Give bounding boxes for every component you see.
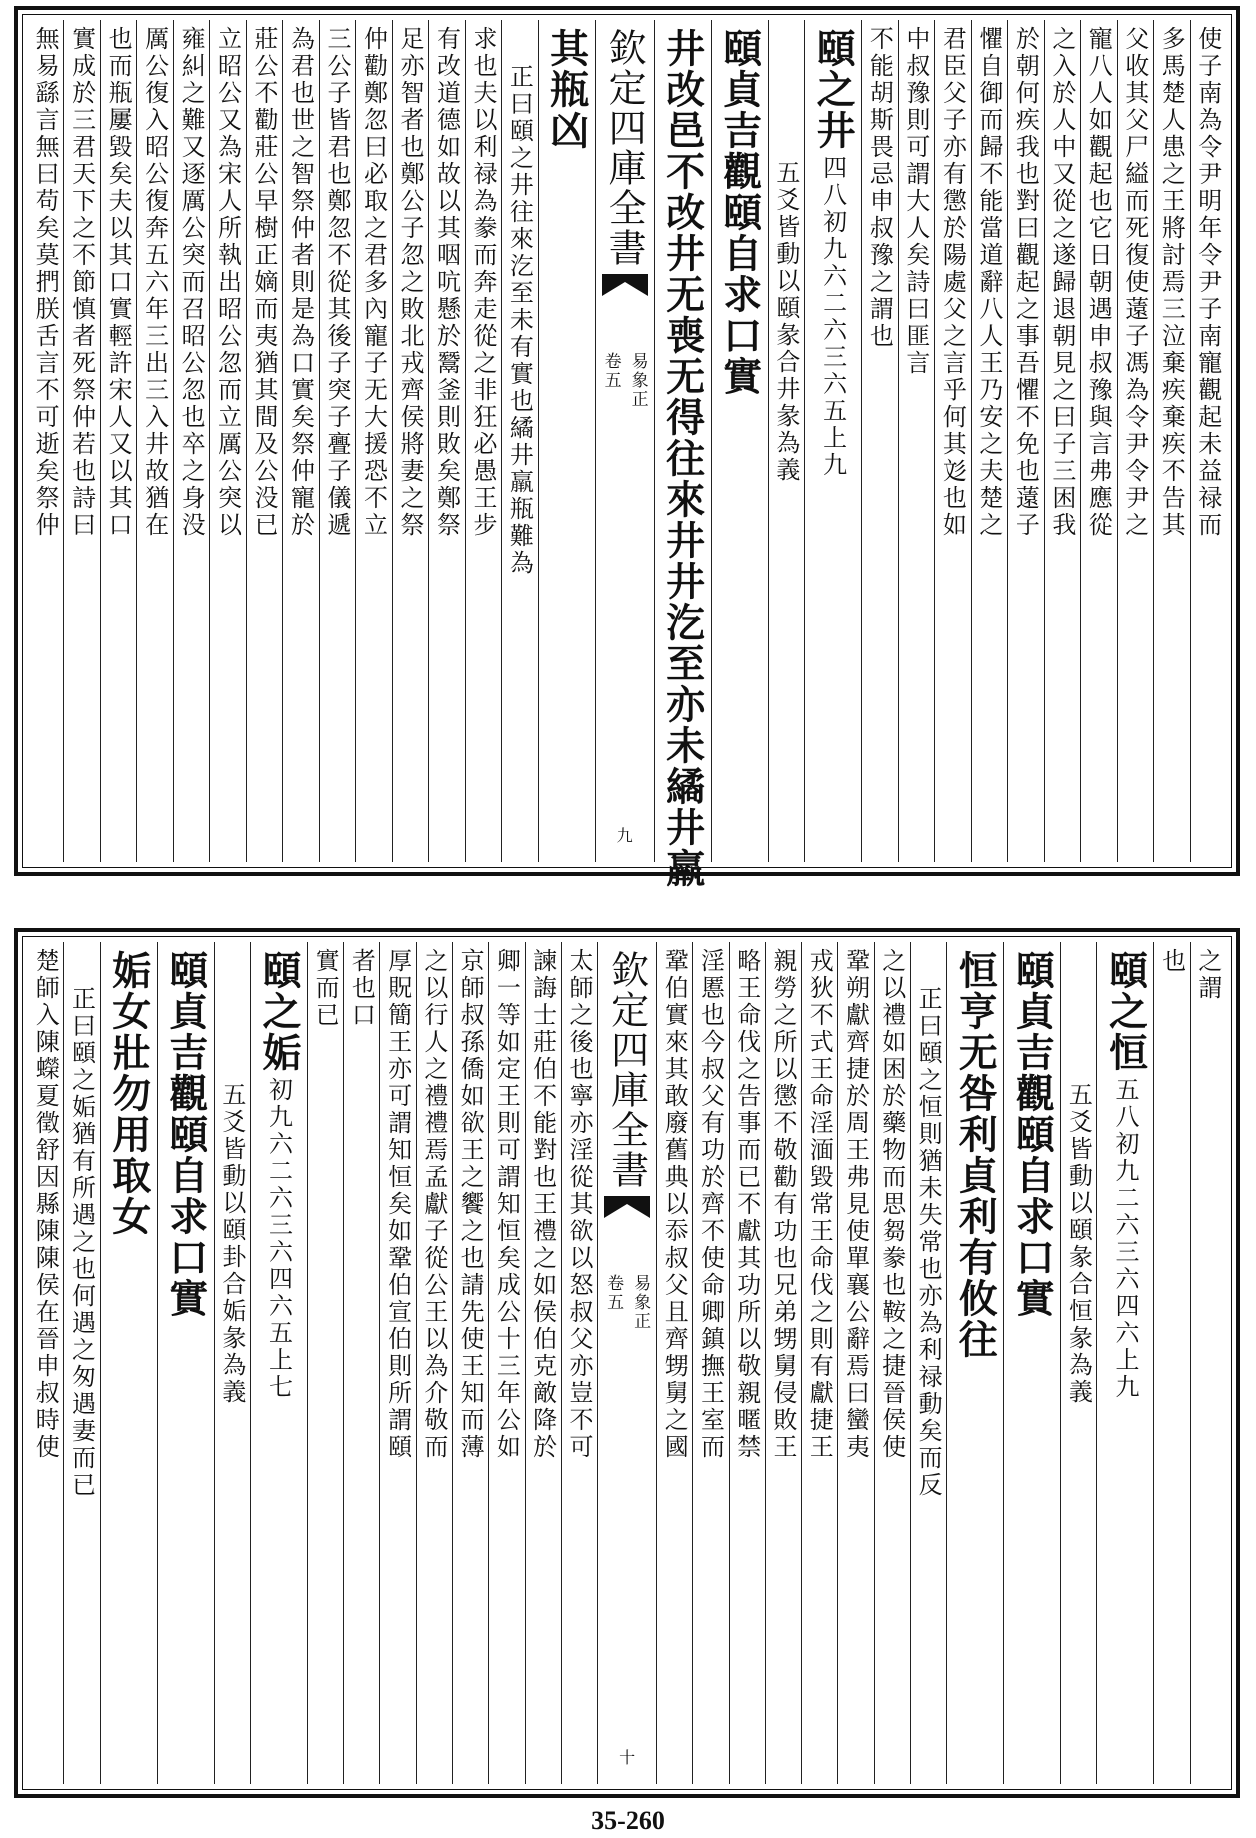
commentary-text: 之入於人中又從之遂歸退朝見之曰子三困我: [1047, 26, 1076, 539]
folio-number: 十: [619, 1748, 636, 1767]
hexagram-line-group: [1097, 942, 1153, 1784]
text-column: [525, 942, 561, 1784]
text-column: [538, 20, 595, 862]
volume-label: 卷五: [603, 1274, 624, 1312]
main-text: 恒亨无咎利貞利有攸往: [952, 950, 999, 1360]
commentary-text: 親勞之所以懲不敬勸有功也兄弟甥舅侵敗王: [769, 948, 797, 1461]
text-column: [100, 942, 157, 1784]
spine-column: [595, 20, 654, 862]
hexagram-heading: 頤之恒: [1102, 950, 1149, 1073]
page-number: 35-260: [591, 1806, 665, 1835]
commentary-text: 寵八人如觀起也它日朝遇申叔豫與言弗應從: [1084, 26, 1113, 539]
commentary-text: 仲勸鄭忽曰必取之君多內寵子无大援恐不立: [359, 26, 388, 539]
spine-book-info: [600, 1274, 654, 1331]
commentary-text: 太師之後也寧亦淫從其欲以怒叔父亦豈不可: [564, 948, 593, 1461]
text-column: [765, 942, 801, 1784]
text-column: [861, 20, 897, 862]
commentary-text: 卿一等如定王則可謂知恒矣成公十三年公如: [492, 948, 521, 1461]
fishtail-ornament-icon: [604, 1196, 650, 1218]
text-column: [63, 20, 99, 862]
hexagram-heading: 頤之井: [810, 28, 857, 151]
text-column: [214, 942, 250, 1784]
text-column: [1080, 20, 1116, 862]
text-column: [654, 20, 711, 889]
text-column: [934, 20, 970, 862]
text-column: [307, 942, 343, 1784]
text-column: [355, 20, 391, 862]
commentary-text: 三公子皆君也鄭忽不從其後子突子亹子儀遞: [323, 26, 351, 539]
text-column: [1044, 20, 1080, 862]
commentary-text: 無易繇言無曰苟矣莫捫朕舌言不可逝矣祭仲: [31, 26, 60, 539]
text-column: [1190, 20, 1226, 862]
lower-page: [14, 928, 1240, 1798]
spine-title: 欽定四庫全書: [602, 28, 647, 268]
text-column: [1007, 20, 1043, 862]
commentary-text: 使子南為令尹明年令尹子南寵觀起未益禄而: [1193, 26, 1222, 539]
commentary-text: 為君也世之智祭仲者則是為口實矣祭仲寵於: [286, 26, 315, 539]
text-column: [1153, 942, 1189, 1784]
spine-column: [597, 942, 656, 1784]
text-column: [910, 942, 946, 1784]
commentary-text: 略王命伐之告事而已不獻其功所以敬親暱禁: [732, 948, 761, 1461]
lower-page-columns: [28, 942, 1226, 1784]
spine-book-info: [598, 352, 652, 409]
text-column: [801, 942, 837, 1784]
commentary-text: 中叔豫則可謂大人矣詩曰匪言: [901, 26, 930, 377]
fishtail-ornament-icon: [602, 274, 648, 296]
commentary-text: 求也夫以利禄為豢而奔走從之非狂必愚王步: [468, 26, 497, 539]
folio-number: 九: [616, 826, 633, 845]
upper-page-columns: [28, 20, 1226, 889]
commentary-text: 楚師入陳蠑夏徵舒因縣陳陳侯在晉申叔時使: [31, 948, 60, 1461]
text-column: [1153, 20, 1189, 862]
text-column: [837, 942, 873, 1784]
commentary-text: 莊公不勸莊公早樹正嫡而夷猶其間及公没已: [250, 26, 279, 539]
text-column: [319, 20, 355, 862]
text-column: [428, 20, 464, 862]
text-column: [692, 942, 728, 1784]
volume-label: 卷五: [600, 352, 621, 390]
commentary-text: 多馬楚人患之王將討焉三泣棄疾棄疾不告其: [1157, 26, 1186, 539]
commentary-text: 戎狄不式王命淫湎毀常王命伐之則有獻捷王: [805, 948, 834, 1461]
hexagram-heading: 頤之姤: [255, 950, 302, 1073]
commentary-text: 淫慝也今叔父有功於齊不使命卿鎮撫王室而: [696, 948, 725, 1461]
text-column: [209, 20, 245, 862]
commentary-text: 之以行人之禮禮焉孟獻子從公王以為介敬而: [419, 948, 448, 1461]
commentary-text: 厲公復入昭公復奔五六年三出三入井故猶在: [140, 26, 169, 539]
text-column: [729, 942, 765, 1784]
commentary-text: 懼自御而歸不能當道辭八人王乃安之夫楚之: [974, 26, 1003, 539]
hexagram-line-group: [251, 942, 307, 1784]
main-text: 頤貞吉觀頤自求口實: [162, 950, 209, 1319]
commentary-text: 不能胡斯畏忌申叔豫之謂也: [865, 26, 894, 350]
text-column: [1117, 20, 1153, 862]
hexagram-line-group: [805, 20, 861, 862]
commentary-text: 雍糾之難又逐厲公突而召昭公忽也卒之身没: [177, 26, 206, 539]
main-text: 井改邑不改井无喪无得往來井井汔至亦未繘井羸: [659, 28, 706, 889]
commentary-text: 也而瓶屢毀矣夫以其口實輕許宋人又以其口: [104, 26, 133, 539]
text-column: [452, 942, 488, 1784]
hexagram-line-group: [215, 942, 250, 1784]
commentary-text: 足亦智者也鄭公子忽之敗北戎齊侯將妻之祭: [395, 26, 424, 539]
book-title: 易象正: [627, 352, 648, 409]
commentary-text: 者也口: [347, 948, 376, 1029]
text-column: [157, 942, 214, 1784]
commentary-text: 諫誨士莊伯不能對也王禮之如侯伯克敵降於: [528, 948, 557, 1461]
text-column: [343, 942, 379, 1784]
text-column: [768, 20, 804, 862]
hexagram-line-note: 五爻皆動以頤卦合姤彖為義: [217, 1082, 246, 1406]
text-column: [465, 20, 501, 862]
commentary-text: 厚貺簡王亦可謂知恒矣如鞏伯宣伯則所謂頤: [383, 948, 412, 1461]
main-text: 姤女壯勿用取女: [105, 950, 152, 1237]
commentary-text: 正曰頤之恒則猶未失常也亦為利禄動矣而反: [914, 986, 943, 1499]
text-column: [173, 20, 209, 862]
text-column: [898, 20, 934, 862]
text-column: [711, 20, 768, 862]
text-column: [488, 942, 524, 1784]
commentary-text: 於朝何疾我也對曰觀起之事吾懼不免也薳子: [1011, 26, 1040, 539]
text-column: [28, 942, 63, 1784]
text-column: [100, 20, 136, 862]
text-column: [501, 20, 537, 862]
text-column: [874, 942, 910, 1784]
hexagram-line-note: 五八初九二六三六四六上九: [1110, 1077, 1139, 1401]
commentary-text: 鞏伯實來其敢廢舊典以忝叔父且齊甥舅之國: [660, 948, 689, 1461]
commentary-text: 之謂: [1193, 948, 1222, 1002]
commentary-text: 也: [1157, 948, 1186, 975]
text-column: [1003, 942, 1060, 1784]
text-column: [392, 20, 428, 862]
commentary-text: 鞏朔獻齊捷於周王弗見使單襄公辭焉曰蠻夷: [841, 948, 870, 1461]
text-column: [1190, 942, 1226, 1784]
commentary-text: 京師叔孫僑如欲王之饗之也請先使王知而薄: [456, 948, 485, 1461]
commentary-text: 有改道德如故以其咽吭懸於鬵釜則敗矣鄭祭: [432, 26, 461, 539]
hexagram-line-note: 五爻皆動以頤彖合井彖為義: [771, 160, 800, 484]
upper-page: [14, 6, 1240, 889]
commentary-text: 君臣父子亦有懲於陽處父之言乎何其彣也如: [938, 26, 967, 539]
hexagram-line-group: [769, 20, 804, 862]
hexagram-line-note: 五爻皆動以頤彖合恒彖為義: [1064, 1082, 1093, 1406]
text-column: [1060, 942, 1096, 1784]
commentary-text: 正曰頤之姤猶有所遇之也何遇之匆遇妻而已: [67, 986, 96, 1499]
text-column: [63, 942, 99, 1784]
main-text: 其瓶凶: [543, 28, 590, 151]
commentary-text: 實成於三君天下之不節慎者死祭仲若也詩曰: [67, 26, 96, 539]
book-title: 易象正: [630, 1274, 651, 1331]
text-column: [804, 20, 861, 862]
text-column: [379, 942, 415, 1784]
spine-title: 欽定四庫全書: [604, 950, 649, 1190]
text-column: [28, 20, 63, 862]
text-column: [1096, 942, 1153, 1784]
commentary-text: 之以禮如困於藥物而思芻豢也鞍之捷晉侯使: [877, 948, 906, 1461]
text-column: [656, 942, 692, 1784]
commentary-text: 立昭公又為宋人所執出昭公忽而立厲公突以: [213, 26, 242, 539]
main-text: 頤貞吉觀頤自求口實: [1009, 950, 1056, 1319]
text-column: [282, 20, 318, 862]
hexagram-line-group: [1061, 942, 1096, 1784]
text-column: [250, 942, 307, 1784]
text-column: [561, 942, 597, 1784]
text-column: [136, 20, 172, 862]
text-column: [971, 20, 1007, 862]
hexagram-line-note: 四八初九六二六三六五上九: [818, 155, 847, 479]
commentary-text: 父收其父尸縊而死復使薳子馮為令尹令尹之: [1120, 26, 1149, 539]
hexagram-line-note: 初九六二六三六四六五上七: [264, 1077, 293, 1401]
text-column: [946, 942, 1003, 1784]
text-column: [416, 942, 452, 1784]
commentary-text: 實而已: [311, 948, 340, 1029]
main-text: 頤貞吉觀頤自求口實: [716, 28, 763, 397]
commentary-text: 正曰頤之井往來汔至未有實也繘井羸瓶難為: [505, 64, 534, 577]
text-column: [246, 20, 282, 862]
